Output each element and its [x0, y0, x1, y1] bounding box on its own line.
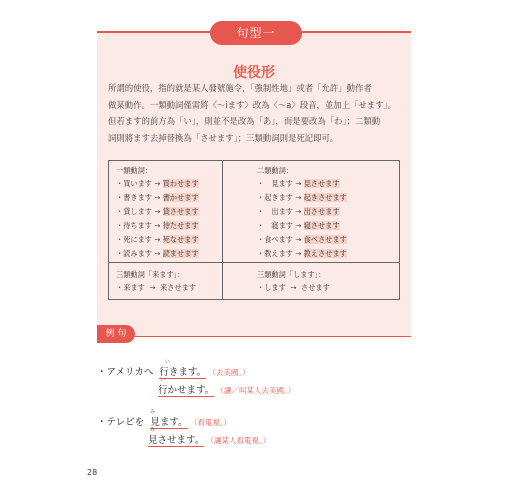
- para-line: 但若ます的前方為「い」，則並不是改為「あ」，而是要改為「わ」；二類動: [108, 116, 381, 126]
- para-line: 做某動作。一類動詞僅需將〈～iます〉改為〈～a〉段音，並加上「せます」。: [108, 99, 397, 110]
- examples-pill: 例 句: [97, 325, 135, 343]
- table-row: ・貸します → 貸させます: [116, 207, 199, 216]
- table-row: ・書きます → 書かせます: [116, 193, 199, 202]
- example-prefix: ・アメリカへ: [97, 367, 154, 378]
- group3b-cell: [257, 270, 330, 297]
- table-row: ・ 寝ます → 寝させます: [257, 221, 340, 230]
- table-row: ・食べます → 食べさせます: [257, 235, 347, 244]
- table-row: ・起きます → 起きさせます: [257, 193, 347, 202]
- group2-header: 二類動詞：: [257, 166, 293, 175]
- table-row: ・教えます → 教えさせます: [257, 249, 347, 258]
- table-row: ・します → させます: [257, 283, 330, 292]
- examples-divider: [97, 336, 411, 337]
- table-row: ・買います → 買わせます: [116, 179, 199, 188]
- para-line: 詞則將ます去掉替換為「させます」；三類動詞則是死記即可。: [108, 132, 339, 143]
- example-verb: 見させます。: [148, 435, 205, 446]
- group3b-header: 三類動詞「します」：: [257, 270, 326, 279]
- group1-cell: [116, 166, 199, 263]
- ruby-text: い: [165, 359, 171, 365]
- table-row: ・待ちます → 待たせます: [116, 221, 199, 230]
- example-translation: （去美國。）: [212, 368, 250, 377]
- group3a-cell: [116, 270, 196, 297]
- table-row: ・来ます → 来させます: [116, 283, 196, 292]
- para-line: 所謂的使役，指的就是某人發號施令，「強制性地」或者「允許」動作者: [108, 83, 372, 93]
- example-verb: 行かせます。: [158, 385, 215, 396]
- group1-header: 一類動詞：: [116, 166, 152, 175]
- example-verb: 行きます。: [159, 367, 207, 378]
- example-verb: 見ます。: [150, 417, 188, 428]
- page-number: 28: [87, 468, 98, 477]
- group3a-header: 三類動詞「来ます」：: [116, 270, 185, 279]
- example-prefix: ・テレビを: [97, 417, 145, 428]
- example-translation: （讓／叫某人去美國。）: [220, 386, 296, 395]
- table-row: ・ 見ます → 見させます: [257, 179, 340, 188]
- section-title: 使役形: [233, 65, 275, 81]
- example-translation: （讓某人看電視。）: [210, 436, 271, 445]
- table-row: ・読みます → 読ませます: [116, 249, 199, 258]
- example-line: [97, 364, 250, 378]
- ruby-text: み: [150, 427, 156, 433]
- table-row: ・死にます → 死なせます: [116, 235, 199, 244]
- table-vertical-divider: [222, 160, 223, 300]
- ruby-text: み: [150, 409, 156, 415]
- example-line: [158, 382, 295, 396]
- section-pill: 句型一: [210, 21, 302, 45]
- explanation-paragraph: [108, 80, 402, 146]
- group2-cell: [257, 166, 347, 263]
- table-row: ・ 出ます → 出させます: [257, 207, 340, 216]
- example-line: [148, 432, 270, 446]
- example-line: [97, 414, 231, 428]
- ruby-text: い: [160, 377, 166, 383]
- example-translation: （看電視。）: [193, 418, 232, 427]
